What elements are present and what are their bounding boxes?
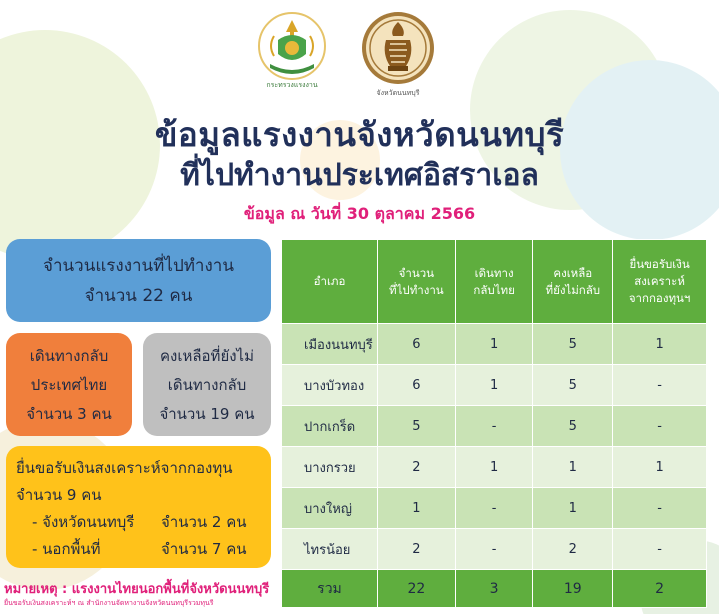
- header-fund-claims: ยื่นขอรับเงิน สงเคราะห์ จากกองทุนฯ: [613, 240, 707, 324]
- fund-breakdown-row: [16, 536, 271, 563]
- table-cell: -: [613, 365, 707, 406]
- page-title: ข้อมูลแรงงานจังหวัดนนทบุรี: [154, 115, 565, 154]
- table-cell: -: [455, 529, 533, 570]
- table-cell: 2: [613, 570, 707, 608]
- table-cell: บางกรวย: [282, 447, 378, 488]
- fund-value: จำนวน 9 คน: [16, 486, 102, 504]
- table-cell: 6: [377, 324, 455, 365]
- table-cell: 2: [377, 529, 455, 570]
- table-cell: 3: [455, 570, 533, 608]
- remaining-label-line1: คงเหลือที่ยังไม่: [159, 347, 254, 365]
- table-cell: 5: [377, 406, 455, 447]
- table-cell: 1: [377, 488, 455, 529]
- remaining-label-line2: เดินทางกลับ: [167, 376, 247, 394]
- returned-value: จำนวน 3 คน: [26, 405, 112, 423]
- table-cell: 1: [613, 447, 707, 488]
- table-row: [282, 324, 707, 365]
- table-cell: เมืองนนทบุรี: [282, 324, 378, 365]
- table-cell: 1: [613, 324, 707, 365]
- header-remaining: คงเหลือ ที่ยังไม่กลับ: [533, 240, 613, 324]
- table-cell: 1: [455, 324, 533, 365]
- footnote-detail: ยื่นขอรับเงินสงเคราะห์ฯ ณ สำนักงานจัดหางานจังหวัดนนทบุรีรวมทุนรี: [4, 599, 214, 607]
- header-district: อำเภอ: [282, 240, 378, 324]
- table-cell: -: [613, 488, 707, 529]
- returned-label-line2: ประเทศไทย: [30, 376, 108, 394]
- table-header-row: [282, 240, 707, 324]
- table-cell: 1: [533, 488, 613, 529]
- fund-breakdown-label: - นอกพื้นที่: [32, 540, 101, 558]
- total-workers-value: จำนวน 22 คน: [84, 286, 193, 306]
- table-cell: 6: [377, 365, 455, 406]
- table-cell: บางบัวทอง: [282, 365, 378, 406]
- table-total-row: [282, 570, 707, 608]
- remaining-workers-card: [143, 333, 271, 436]
- total-workers-label: จำนวนแรงงานที่ไปทำงาน: [43, 256, 234, 276]
- nonthaburi-province-seal: [360, 10, 436, 86]
- page-title-line2: ที่ไปทำงานประเทศอิสราเอล: [180, 158, 539, 193]
- returned-workers-card: [6, 333, 132, 436]
- welfare-fund-card: [6, 446, 271, 568]
- header-returned: เดินทาง กลับไทย: [455, 240, 533, 324]
- table-cell: ไทรน้อย: [282, 529, 378, 570]
- table-cell: -: [613, 406, 707, 447]
- footnote: หมายเหตุ : แรงงานไทยนอกพื้นที่จังหวัดนนทบุรี: [4, 582, 270, 597]
- table-cell: 2: [377, 447, 455, 488]
- fund-breakdown-value: จำนวน 2 คน: [161, 513, 247, 531]
- table-cell: 5: [533, 406, 613, 447]
- table-cell: 1: [455, 365, 533, 406]
- fund-breakdown-label: - จังหวัดนนทบุรี: [32, 513, 135, 531]
- data-date-subtitle: ข้อมูล ณ วันที่ 30 ตุลาคม 2566: [243, 204, 476, 223]
- fund-breakdown-value: จำนวน 7 คน: [161, 540, 247, 558]
- table-cell: 22: [377, 570, 455, 608]
- table-cell: บางใหญ่: [282, 488, 378, 529]
- fund-label: ยื่นขอรับเงินสงเคราะห์จากกองทุน: [16, 459, 233, 477]
- table-cell: -: [613, 529, 707, 570]
- total-workers-card: [6, 239, 271, 322]
- table-cell: -: [455, 488, 533, 529]
- district-data-table: [281, 239, 707, 608]
- table-cell: 19: [533, 570, 613, 608]
- table-cell: ปากเกร็ด: [282, 406, 378, 447]
- ministry-logo-caption: กระทรวงแรงงาน: [266, 81, 318, 89]
- ministry-of-labour-logo: [254, 10, 330, 86]
- table-row: [282, 488, 707, 529]
- returned-label-line1: เดินทางกลับ: [29, 347, 109, 365]
- table-cell: -: [455, 406, 533, 447]
- header-workers-sent: จำนวน ที่ไปทำงาน: [377, 240, 455, 324]
- remaining-value: จำนวน 19 คน: [159, 405, 255, 423]
- fund-breakdown-row: [16, 509, 271, 536]
- table-cell: รวม: [282, 570, 378, 608]
- table-row: [282, 529, 707, 570]
- table-cell: 1: [455, 447, 533, 488]
- table-row: [282, 406, 707, 447]
- table-row: [282, 447, 707, 488]
- table-cell: 1: [533, 447, 613, 488]
- table-cell: 5: [533, 365, 613, 406]
- table-cell: 5: [533, 324, 613, 365]
- province-seal-caption: จังหวัดนนทบุรี: [376, 89, 420, 97]
- table-row: [282, 365, 707, 406]
- table-cell: 2: [533, 529, 613, 570]
